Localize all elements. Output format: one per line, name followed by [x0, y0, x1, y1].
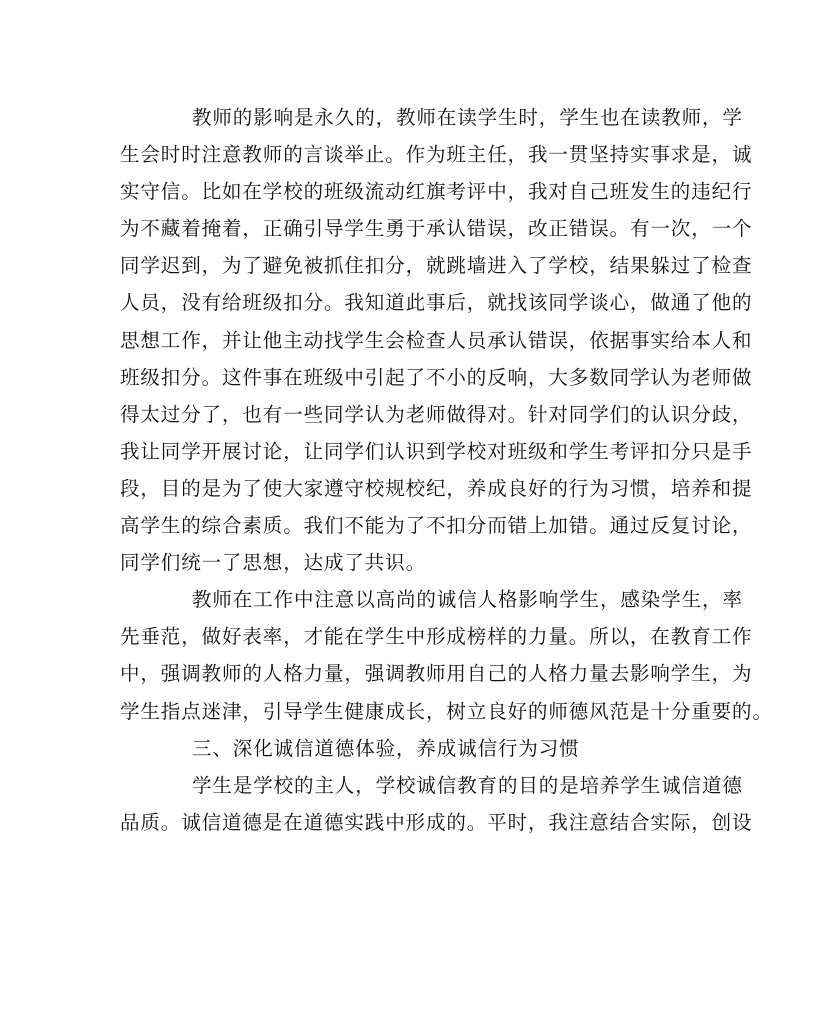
paragraph-1-line-1: 教师的影响是永久的，教师在读学生时，学生也在读教师，学 [192, 106, 743, 129]
paragraph-2-line-1: 教师在工作中注意以高尚的诚信人格影响学生，感染学生，率 [192, 588, 743, 612]
paragraph-1-line-6: 人员，没有给班级扣分。我知道此事后，就找该同学谈心，做通了他的 [120, 291, 753, 315]
paragraph-1-line-10: 我让同学开展讨论，让同学们认识到学校对班级和学生考评扣分只是手 [120, 439, 753, 463]
section-heading: 三、深化诚信道德体验，养成诚信行为习惯 [192, 736, 580, 760]
document-body [120, 99, 773, 841]
paragraph-3-line-2: 品质。诚信道德是在道德实践中形成的。平时，我注意结合实际，创设 [120, 810, 753, 834]
paragraph-2-line-4: 学生指点迷津，引导学生健康成长，树立良好的师德风范是十分重要的。 [120, 699, 773, 723]
paragraph-2-line-2: 先垂范，做好表率，才能在学生中形成榜样的力量。所以，在教育工作 [120, 625, 753, 649]
paragraph-1-line-9: 得太过分了，也有一些同学认为老师做得对。针对同学们的认识分歧， [120, 402, 753, 426]
paragraph-3-line-1: 学生是学校的主人，学校诚信教育的目的是培养学生诚信道德 [192, 773, 743, 797]
paragraph-1-line-3: 实守信。比如在学校的班级流动红旗考评中，我对自己班发生的违纪行 [120, 180, 753, 204]
paragraph-1-line-8: 班级扣分。这件事在班级中引起了不小的反响，大多数同学认为老师做 [120, 365, 753, 389]
paragraph-1-line-2: 生会时时注意教师的言谈举止。作为班主任，我一贯坚持实事求是，诚 [120, 143, 753, 167]
paragraph-1-line-5: 同学迟到，为了避免被抓住扣分，就跳墙进入了学校，结果躲过了检查 [120, 254, 753, 278]
paragraph-2-line-3: 中，强调教师的人格力量，强调教师用自己的人格力量去影响学生，为 [120, 662, 753, 686]
paragraph-1-line-11: 段，目的是为了使大家遵守校规校纪，养成良好的行为习惯，培养和提 [120, 476, 753, 500]
paragraph-1-line-7: 思想工作，并让他主动找学生会检查人员承认错误，依据事实给本人和 [120, 328, 753, 352]
paragraph-1-line-13: 同学们统一了思想，达成了共识。 [120, 551, 427, 575]
paragraph-1-line-12: 高学生的综合素质。我们不能为了不扣分而错上加错。通过反复讨论， [120, 514, 753, 538]
paragraph-1-line-4: 为不藏着掩着，正确引导学生勇于承认错误，改正错误。有一次，一个 [120, 217, 753, 241]
